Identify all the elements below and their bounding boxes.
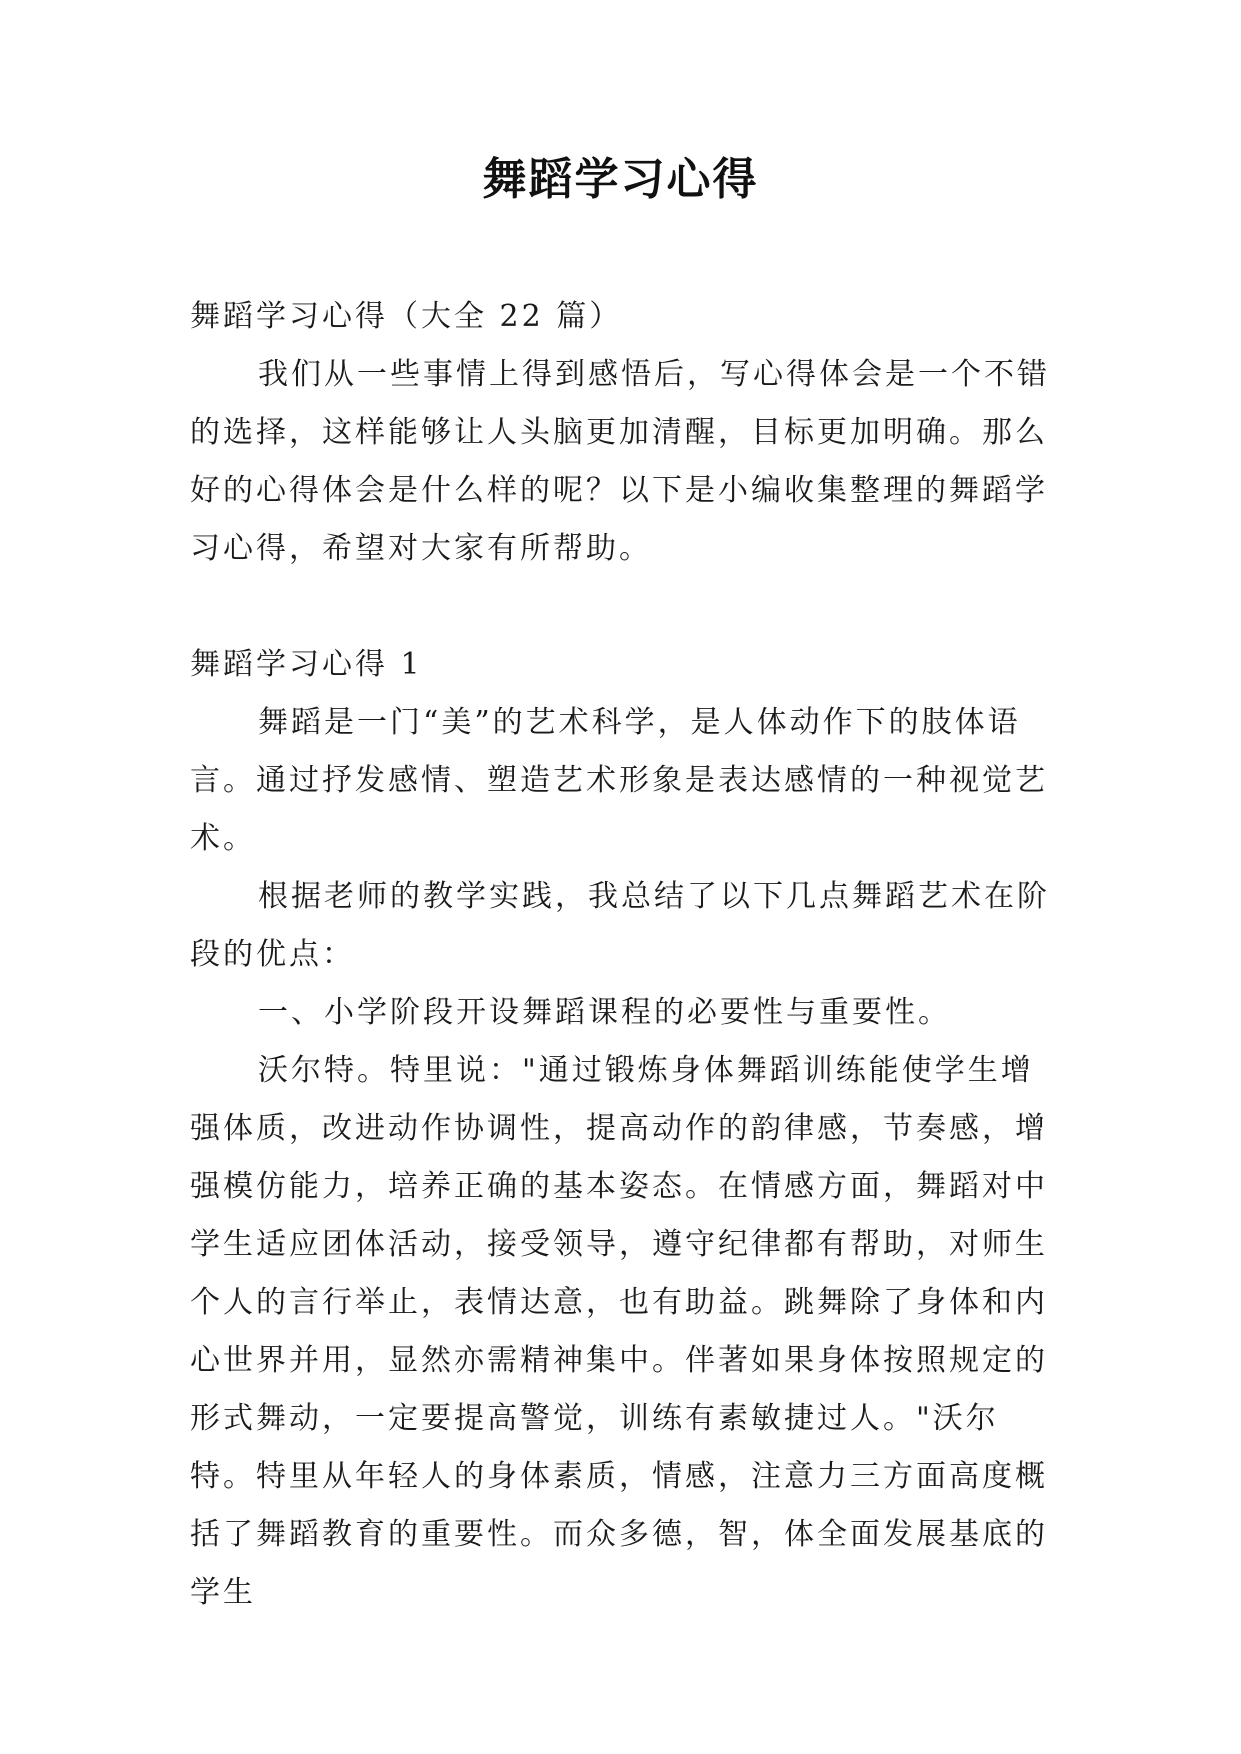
body-paragraph: 根据老师的教学实践，我总结了以下几点舞蹈艺术在阶段的优点：	[190, 879, 1050, 972]
body-paragraph: 一、小学阶段开设舞蹈课程的必要性与重要性。	[258, 995, 951, 1030]
body-paragraph: 舞蹈是一门“美”的艺术科学，是人体动作下的肢体语言。通过抒发感情、塑造艺术形象是表达感情的一种视觉艺术。	[190, 705, 1048, 856]
document-subtitle: 舞蹈学习心得（大全 22 篇）	[190, 299, 623, 334]
body-paragraph: 沃尔特。特里说："通过锻炼身体舞蹈训练能使学生增强体质，改进动作协调性，提高动作的韵律感，节奏感，增强模仿能力，培养正确的基本姿态。在情感方面，舞蹈对中学生适应团体活动，接受领导，遵守纪律都有帮助，对师生个人的言行举止，表情达意，也有助益。跳舞除了身体和内心世界并用，显然亦需精神集中。伴著如果身体按照规定的形式舞动，一定要提高警觉，训练有素敏捷过人。"沃尔特。特里从年轻人的身体素质，情感，注意力三方面高度概括了舞蹈教育的重要性。而众多德，智，体全面发展基底的学生	[190, 1053, 1048, 1610]
section-heading: 舞蹈学习心得 1	[190, 647, 423, 682]
document-title: 舞蹈学习心得	[482, 154, 759, 205]
intro-paragraph: 我们从一些事情上得到感悟后，写心得体会是一个不错的选择，这样能够让人头脑更加清醒，目标更加明确。那么好的心得体会是什么样的呢？以下是小编收集整理的舞蹈学习心得，希望对大家有所帮助。	[190, 357, 1050, 566]
document-body	[190, 288, 1050, 1622]
paragraph-gap	[190, 578, 1050, 636]
